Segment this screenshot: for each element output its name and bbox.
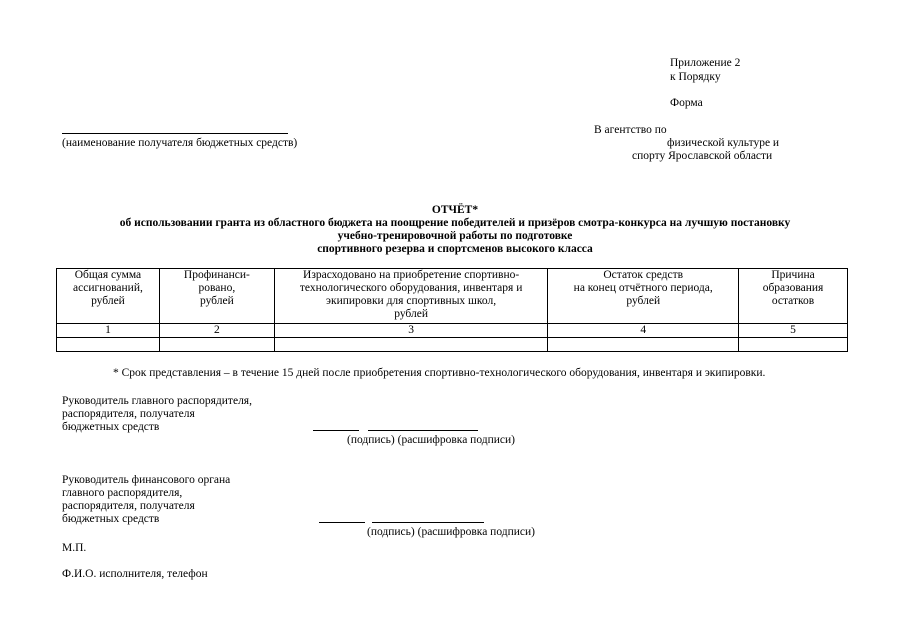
column-number: 3	[274, 324, 548, 338]
column-number: 5	[739, 324, 848, 338]
empty-cell	[274, 338, 548, 352]
empty-cell	[57, 338, 160, 352]
stamp-place: М.П.	[62, 542, 87, 554]
header-balance-reason: Причина образования остатков	[739, 269, 848, 324]
appendix-order: к Порядку	[670, 71, 721, 83]
table-number-row	[57, 324, 848, 338]
empty-cell	[548, 338, 739, 352]
signature1-name-line	[368, 430, 478, 431]
empty-cell	[159, 338, 274, 352]
signature2-caption: (подпись) (расшифровка подписи)	[367, 526, 536, 538]
header-remaining-balance: Остаток средств на конец отчётного периода, рублей	[548, 269, 739, 324]
signature2-line1: Руководитель финансового органа	[62, 474, 231, 486]
report-table	[56, 268, 848, 352]
signature2-line2: главного распорядителя,	[62, 487, 183, 499]
signature1-line1: Руководитель главного распорядителя,	[62, 395, 252, 407]
form-label: Форма	[670, 97, 703, 109]
addressee-line1: В агентство по	[594, 124, 667, 136]
deadline-footnote: * Срок представления – в течение 15 дней после приобретения спортивно-технологического оборудования, инвентаря и экипировки.	[113, 367, 766, 379]
signature1-line3: бюджетных средств	[62, 421, 160, 433]
report-title: ОТЧЁТ*	[431, 204, 479, 216]
addressee-line3: спорту Ярославской области	[632, 150, 773, 162]
addressee-line2: физической культуре и	[667, 137, 780, 149]
report-subtitle-line3: спортивного резерва и спортсменов высокого класса	[317, 243, 593, 255]
empty-cell	[739, 338, 848, 352]
column-number: 4	[548, 324, 739, 338]
signature1-line2: распорядителя, получателя	[62, 408, 195, 420]
signature2-sign-line	[319, 522, 365, 523]
signature2-name-line	[372, 522, 484, 523]
report-subtitle-line1: об использовании гранта из областного бюджета на поощрение победителей и призёров смотра-конкурса на лучшую постановку	[119, 217, 791, 229]
header-spent: Израсходовано на приобретение спортивно- технологического оборудования, инвентаря и экипировки для спортивных школ, рублей	[274, 269, 548, 324]
table-empty-row	[57, 338, 848, 352]
recipient-underline	[62, 133, 288, 134]
recipient-caption: (наименование получателя бюджетных средств)	[62, 137, 298, 149]
executor-contact: Ф.И.О. исполнителя, телефон	[62, 568, 208, 580]
column-number: 2	[159, 324, 274, 338]
appendix-label: Приложение 2	[670, 57, 741, 69]
signature2-line3: распорядителя, получателя	[62, 500, 195, 512]
header-financed: Профинанси- ровано, рублей	[159, 269, 274, 324]
signature1-sign-line	[313, 430, 359, 431]
signature2-line4: бюджетных средств	[62, 513, 160, 525]
table-header-row	[57, 269, 848, 324]
report-subtitle-line2: учебно-тренировочной работы по подготовке	[337, 230, 573, 242]
signature1-caption: (подпись) (расшифровка подписи)	[347, 434, 516, 446]
column-number: 1	[57, 324, 160, 338]
header-total-allocations: Общая сумма ассигнований, рублей	[57, 269, 160, 324]
